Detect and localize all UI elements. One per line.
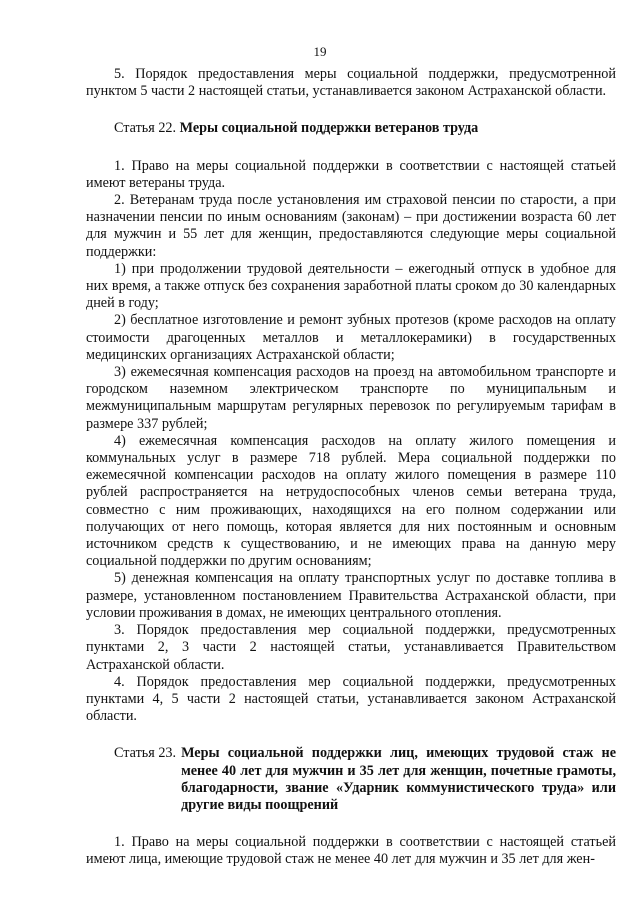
- paragraph-intro: 5. Порядок предоставления меры социальной поддержки, предусмотренной пунктом 5 части 2 настоящей статьи, устанавливается законом Астраханской области.: [86, 66, 616, 100]
- article-22-title: Меры социальной поддержки ветеранов труда: [179, 120, 479, 137]
- article-23-heading: [86, 745, 616, 814]
- article-22-number: Статья 22.: [114, 120, 177, 137]
- article-22-paragraph: 4. Порядок предоставления мер социальной поддержки, предусмотренных пунктами 4, 5 части 2 настоящей статьи, устанавливается законом Астраханской области.: [86, 673, 616, 725]
- article-22-paragraph: 4) ежемесячная компенсация расходов на оплату жилого помещения и коммунальных услуг в размере 718 рублей. Мера социальной поддержки по ежемесячной компенсации расходов на оплату жилого помещения в размере 110 рублей распространяется на нетрудоспособных членов семьи ветерана труда, совместно с ним проживающих, находящихся на его полном содержании или получающих от него помощь, которая является для них постоянным и основным источником средств к существованию, и не имеющих права на данную меру социальной поддержки по другим основаниям;: [86, 432, 616, 570]
- article-23-title: Меры социальной поддержки лиц, имеющих трудовой стаж не менее 40 лет для мужчин и 35 лет для женщин, почетные грамоты, благодарности, звание «Ударник коммунистического труда» или другие виды поощрений: [181, 745, 616, 813]
- document-body: [86, 66, 616, 869]
- article-22-paragraph: 1) при продолжении трудовой деятельности – ежегодный отпуск в удобное для них время, а также отпуск без сохранения заработной платы сроком до 30 календарных дней в году;: [86, 260, 616, 312]
- article-23-number: Статья 23.: [114, 745, 177, 762]
- article-22-paragraph: 3) ежемесячная компенсация расходов на проезд на автомобильном транспорте и городском наземном электрическом транспорте по муниципальным и межмуниципальным маршрутам регулярных перевозок по регулируемым тарифам в размере 337 рублей;: [86, 364, 616, 432]
- article-22-heading: [86, 120, 616, 137]
- article-22-paragraph: 2) бесплатное изготовление и ремонт зубных протезов (кроме расходов на оплату стоимости драгоценных металлов и металлокерамики) в государственных медицинских организациях Астраханской области;: [86, 312, 616, 363]
- page-number: 19: [313, 44, 327, 59]
- article-23-paragraph: 1. Право на меры социальной поддержки в соответствии с настоящей статьей имеют лица, имеющие трудовой стаж не менее 40 лет для мужчин и 35 лет для жен-: [86, 834, 616, 868]
- article-22-paragraph: 2. Ветеранам труда после установления им страховой пенсии по старости, а при назначении пенсии по иным основаниям (законам) – при достижении возраста 60 лет для мужчин и 55 лет для женщин, предоставляются следующие меры социальной поддержки:: [86, 192, 616, 260]
- article-22-paragraph: 3. Порядок предоставления мер социальной поддержки, предусмотренных пунктами 2, 3 части 2 настоящей статьи, устанавливается Правительством Астраханской области.: [86, 622, 616, 673]
- article-22-paragraph: 5) денежная компенсация на оплату транспортных услуг по доставке топлива в размере, установленном постановлением Правительства Астраханской области, при условии проживания в домах, не имеющих центрального отопления.: [86, 570, 616, 621]
- article-22-paragraph: 1. Право на меры социальной поддержки в соответствии с настоящей статьей имеют ветераны труда.: [86, 157, 616, 191]
